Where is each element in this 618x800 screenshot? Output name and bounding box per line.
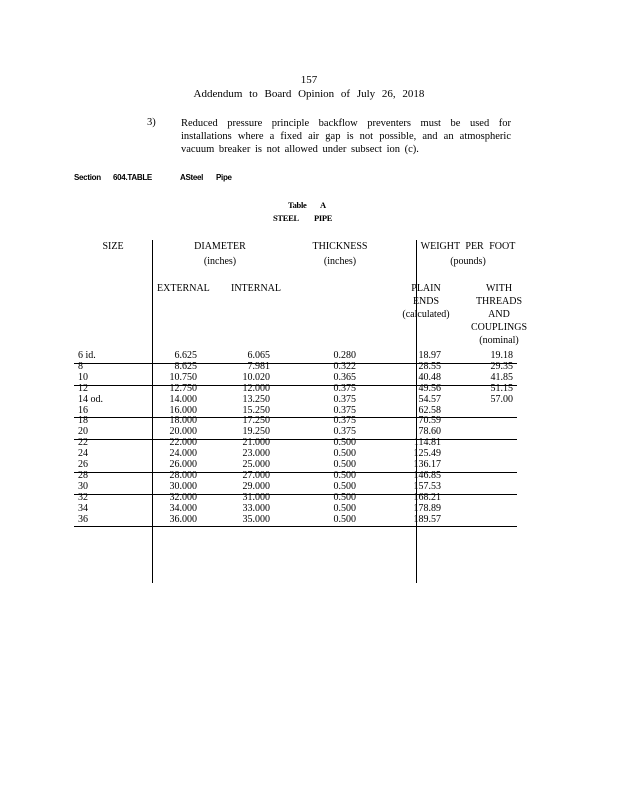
- cell-size: 6 id.: [78, 350, 96, 361]
- cell-internal: 19.250: [242, 426, 270, 438]
- cell-size: 10: [78, 371, 88, 383]
- cell-external: 20.000: [169, 426, 197, 438]
- cell-external: 24.000: [169, 448, 197, 460]
- cell-plain-ends: 136.17: [413, 459, 441, 470]
- header-internal: INTERNAL: [231, 283, 281, 294]
- cell-size: 34: [78, 502, 88, 514]
- cell-with-threads: 57.00: [490, 393, 513, 405]
- cell-plain-ends: 114.81: [413, 437, 441, 449]
- cell-external: 30.000: [169, 480, 197, 492]
- cell-internal: 21.000: [242, 437, 270, 449]
- cell-size: 12: [78, 382, 88, 394]
- header-with-threads: WITH THREADS AND COUPLINGS (nominal): [470, 283, 528, 346]
- cell-internal: 15.250: [242, 404, 270, 416]
- cell-plain-ends: 189.57: [413, 513, 441, 525]
- item-number: 3): [147, 117, 156, 128]
- header-thickness: THICKNESS: [312, 241, 368, 252]
- section-code: 604.TABLE: [113, 173, 152, 182]
- cell-internal: 13.250: [242, 393, 270, 405]
- cell-thickness: 0.375: [333, 426, 356, 438]
- cell-thickness: 0.500: [333, 459, 356, 470]
- section-title-b: Pipe: [216, 173, 232, 182]
- cell-internal: 12.000: [242, 382, 270, 394]
- cell-external: 6.625: [174, 350, 197, 361]
- cell-internal: 7.981: [247, 360, 270, 372]
- cell-thickness: 0.375: [333, 382, 356, 394]
- cell-with-threads: 51.15: [490, 382, 513, 394]
- table-title-table: Table: [288, 200, 307, 210]
- cell-size: 22: [78, 437, 88, 449]
- page-number: 157: [300, 74, 318, 86]
- cell-thickness: 0.500: [333, 480, 356, 492]
- header-size: SIZE: [102, 241, 124, 252]
- item-text: Reduced pressure principle backflow preventers must be used for installations where a fixed air gap is not possible, and an atmospheric vacuum breaker is not allowed under subsect ion (c).: [181, 118, 511, 155]
- cell-thickness: 0.500: [333, 448, 356, 460]
- cell-size: 36: [78, 513, 88, 525]
- table-title-letter: A: [320, 200, 326, 210]
- cell-thickness: 0.500: [333, 491, 356, 503]
- cell-external: 28.000: [169, 469, 197, 481]
- cell-internal: 10.020: [242, 371, 270, 383]
- cell-plain-ends: 168.21: [413, 491, 441, 503]
- cell-external: 34.000: [169, 502, 197, 514]
- cell-internal: 27.000: [242, 469, 270, 481]
- cell-plain-ends: 62.58: [418, 404, 441, 416]
- section-label: Section: [74, 173, 101, 182]
- cell-internal: 23.000: [242, 448, 270, 460]
- cell-size: 24: [78, 448, 88, 460]
- cell-plain-ends: 146.85: [413, 469, 441, 481]
- header-diameter: DIAMETER: [194, 241, 246, 252]
- header-thickness-units: (inches): [323, 256, 357, 267]
- cell-with-threads: 29.35: [490, 360, 513, 372]
- header-diameter-units: (inches): [203, 256, 237, 267]
- cell-with-threads: 19.18: [490, 350, 513, 361]
- cell-plain-ends: 70.59: [418, 415, 441, 427]
- cell-external: 14.000: [169, 393, 197, 405]
- cell-size: 18: [78, 415, 88, 427]
- cell-external: 16.000: [169, 404, 197, 416]
- cell-thickness: 0.365: [333, 371, 356, 383]
- cell-size: 30: [78, 480, 88, 492]
- header-weight: WEIGHT PER FOOT: [420, 241, 516, 252]
- header-external: EXTERNAL: [157, 283, 210, 294]
- cell-plain-ends: 54.57: [418, 393, 441, 405]
- cell-size: 8: [78, 360, 83, 372]
- cell-thickness: 0.500: [333, 469, 356, 481]
- cell-internal: 31.000: [242, 491, 270, 503]
- cell-plain-ends: 157.53: [413, 480, 441, 492]
- row-divider: [74, 526, 517, 527]
- cell-external: 36.000: [169, 513, 197, 525]
- cell-thickness: 0.322: [333, 360, 356, 372]
- cell-internal: 35.000: [242, 513, 270, 525]
- table-title-steel: STEEL: [273, 213, 299, 223]
- cell-internal: 33.000: [242, 502, 270, 514]
- cell-size: 20: [78, 426, 88, 438]
- cell-external: 22.000: [169, 437, 197, 449]
- cell-size: 28: [78, 469, 88, 481]
- cell-plain-ends: 125.49: [413, 448, 441, 460]
- cell-thickness: 0.500: [333, 502, 356, 514]
- cell-external: 8.625: [174, 360, 197, 372]
- section-title-a: ASteel: [180, 173, 204, 182]
- cell-internal: 6.065: [247, 350, 270, 361]
- table-title-pipe: PIPE: [314, 213, 333, 223]
- cell-thickness: 0.500: [333, 437, 356, 449]
- cell-size: 32: [78, 491, 88, 503]
- cell-internal: 25.000: [242, 459, 270, 470]
- cell-plain-ends: 18.97: [418, 350, 441, 361]
- cell-size: 26: [78, 459, 88, 470]
- cell-external: 26.000: [169, 459, 197, 470]
- cell-plain-ends: 40.48: [418, 371, 441, 383]
- cell-external: 10.750: [169, 371, 197, 383]
- cell-size: 16: [78, 404, 88, 416]
- cell-external: 12.750: [169, 382, 197, 394]
- cell-plain-ends: 178.89: [413, 502, 441, 514]
- cell-plain-ends: 78.60: [418, 426, 441, 438]
- header-plain-ends: PLAIN ENDS (calculated): [402, 283, 450, 320]
- cell-thickness: 0.375: [333, 393, 356, 405]
- cell-thickness: 0.375: [333, 415, 356, 427]
- cell-thickness: 0.375: [333, 404, 356, 416]
- cell-with-threads: 41.85: [490, 371, 513, 383]
- cell-internal: 17.250: [242, 415, 270, 427]
- cell-size: 14 od.: [78, 393, 103, 405]
- addendum-heading: Addendum to Board Opinion of July 26, 2018: [193, 88, 425, 100]
- cell-external: 18.000: [169, 415, 197, 427]
- header-weight-units: (pounds): [450, 256, 486, 267]
- cell-internal: 29.000: [242, 480, 270, 492]
- cell-thickness: 0.500: [333, 513, 356, 525]
- cell-thickness: 0.280: [333, 350, 356, 361]
- cell-plain-ends: 49.56: [418, 382, 441, 394]
- cell-plain-ends: 28.55: [418, 360, 441, 372]
- cell-external: 32.000: [169, 491, 197, 503]
